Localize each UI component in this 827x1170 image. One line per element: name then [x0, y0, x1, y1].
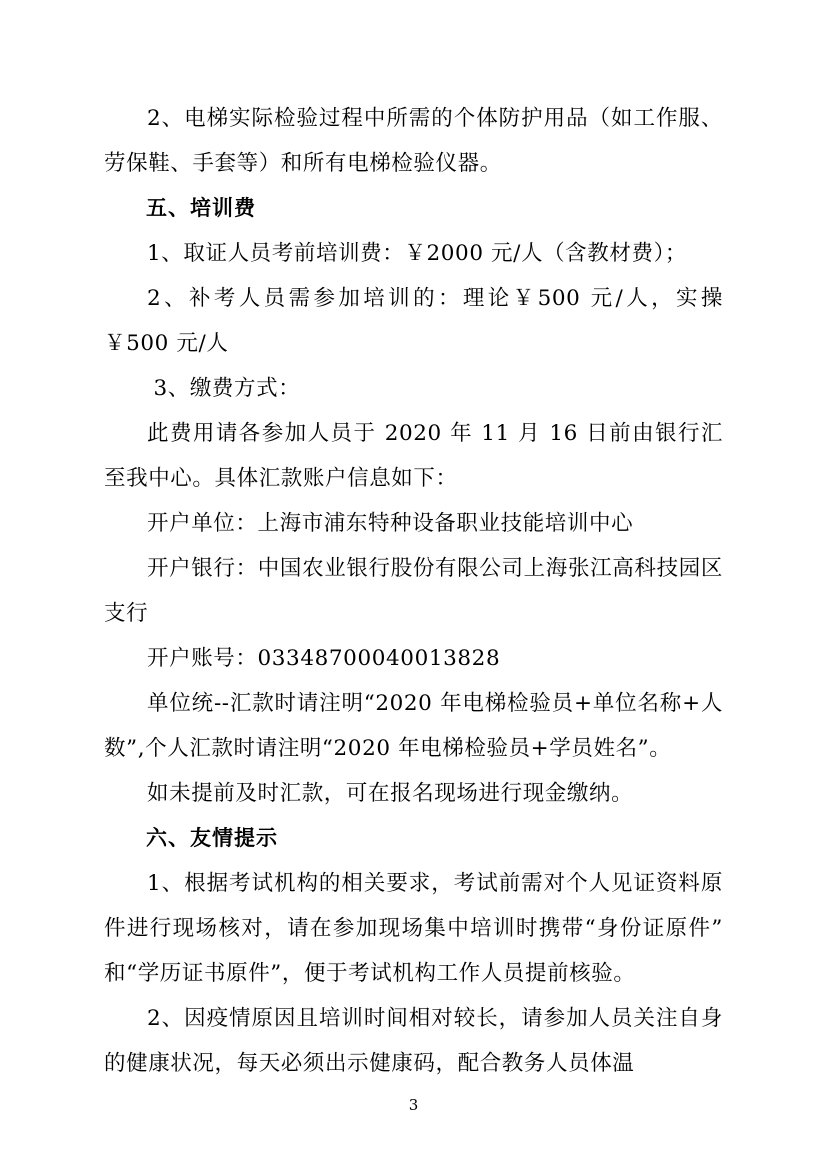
paragraph-account-name: 开户单位：上海市浦东特种设备职业技能培训中心 [147, 511, 634, 536]
paragraph-cash-payment: 如未提前及时汇款，可在报名现场进行现金缴纳。 [147, 781, 634, 806]
heading-friendly-reminder: 六、友情提示 [146, 826, 278, 850]
paragraph-health-notice: 2、因疫情原因且培训时间相对较长，请参加人员关注自身的健康状况，每天必须出示健康码，配合教务人员体温 [104, 1006, 723, 1076]
paragraph-payment-method: 3、缴费方式： [153, 376, 301, 401]
paragraph-ppe-items: 2、电梯实际检验过程中所需的个体防护用品（如工作服、劳保鞋、手套等）和所有电梯检验仪器。 [104, 106, 723, 176]
document-body [104, 96, 723, 1086]
paragraph-remittance-note: 单位统--汇款时请注明“2020 年电梯检验员+单位名称+人数”,个人汇款时请注明“2020 年电梯检验员+学员姓名”。 [104, 691, 723, 761]
paragraph-retake-fee: 2、补考人员需参加培训的：理论￥500 元/人，实操￥500 元/人 [104, 286, 723, 356]
paragraph-document-verification: 1、根据考试机构的相关要求，考试前需对个人见证资料原件进行现场核对，请在参加现场集中培训时携带“身份证原件”和“学历证书原件”，便于考试机构工作人员提前核验。 [104, 871, 723, 986]
paragraph-account-number: 开户账号：03348700040013828 [147, 646, 501, 671]
paragraph-bank-name: 开户银行：中国农业银行股份有限公司上海张江高科技园区支行 [104, 556, 723, 626]
paragraph-certification-fee: 1、取证人员考前培训费：￥2000 元/人（含教材费）； [147, 241, 688, 266]
heading-training-fee: 五、培训费 [146, 196, 256, 220]
page-number: 3 [408, 1096, 419, 1114]
paragraph-payment-deadline: 此费用请各参加人员于 2020 年 11 月 16 日前由银行汇至我中心。具体汇款账户信息如下： [104, 421, 723, 491]
